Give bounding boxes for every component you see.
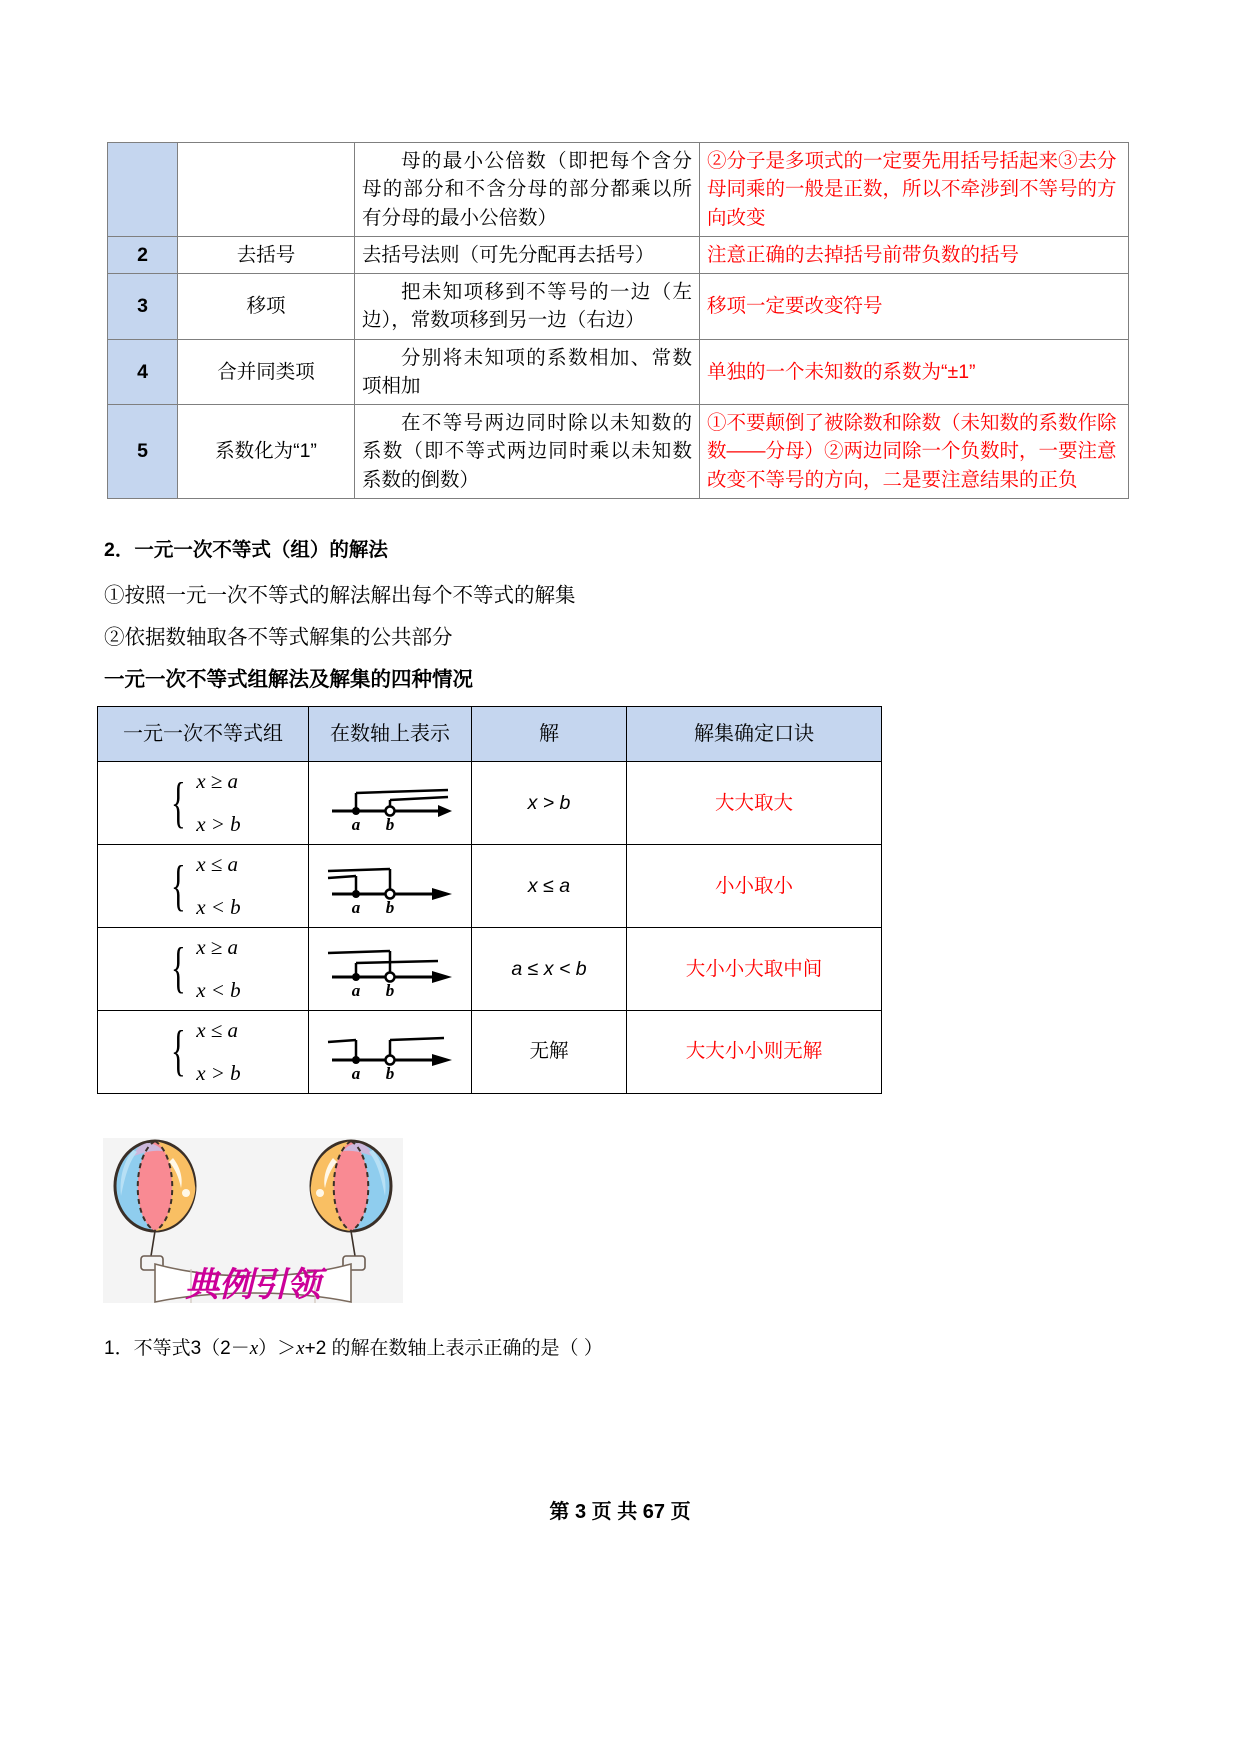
col-header-system: 一元一次不等式组 [98, 707, 309, 762]
step-note: 注意正确的去掉括号前带负数的括号 [700, 236, 1129, 273]
inequality-pair [194, 1015, 241, 1089]
table-header-row [98, 707, 882, 762]
number-line-case-4-icon [326, 1022, 454, 1082]
solution-cell: a ≤ x < b [472, 927, 627, 1010]
left-brace-icon: { [171, 771, 187, 834]
svg-text:b: b [385, 980, 395, 999]
question-middle: ）＞ [258, 1338, 297, 1359]
question-prefix: 1．不等式3（2－ [104, 1338, 250, 1359]
system-cell [98, 1010, 309, 1093]
step-note: 移项一定要改变符号 [700, 274, 1129, 340]
inequality-second: x < b [196, 895, 241, 920]
brace-group [165, 1015, 240, 1089]
table-row [98, 927, 882, 1010]
banner-title: 典例引领 [185, 1267, 321, 1303]
step-index: 3 [108, 274, 178, 340]
svg-text:a: a [351, 1063, 361, 1082]
step-note: ①不要颠倒了被除数和除数（未知数的系数作除数——分母）②两边同除一个负数时，一要注意改变不等号的方向，二是要注意结果的正负 [700, 405, 1129, 499]
svg-text:a: a [351, 814, 361, 833]
question-suffix: +2 的解在数轴上表示正确的是（ ） [304, 1338, 603, 1359]
solving-steps-table [107, 142, 1129, 499]
col-header-mnemonic: 解集确定口诀 [627, 707, 882, 762]
step-index: 5 [108, 405, 178, 499]
col-header-numberline: 在数轴上表示 [309, 707, 472, 762]
inequality-first: x ≤ a [196, 1017, 239, 1042]
inequality-first: x ≥ a [196, 934, 239, 959]
svg-text:b: b [385, 814, 395, 833]
table-row [108, 339, 1129, 405]
solution-cell: 无解 [472, 1010, 627, 1093]
step-name: 去括号 [178, 236, 355, 273]
step-name: 合并同类项 [178, 339, 355, 405]
table-row [98, 844, 882, 927]
solution-cell: x > b [472, 762, 627, 845]
svg-text:b: b [385, 1063, 395, 1082]
step-note: 单独的一个未知数的系数为“±1” [700, 339, 1129, 405]
step-index: 4 [108, 339, 178, 405]
brace-group [165, 849, 240, 923]
mnemonic-cell: 大大取大 [627, 762, 882, 845]
brace-group [165, 766, 240, 840]
step-desc: 把未知项移到不等号的一边（左边），常数项移到另一边（右边） [355, 274, 700, 340]
left-brace-icon: { [171, 937, 187, 1000]
left-brace-icon: { [171, 854, 187, 917]
section2-point-1: ①按照一元一次不等式的解法解出每个不等式的解集 [104, 584, 576, 607]
svg-text:a: a [351, 897, 361, 916]
step-index [108, 143, 178, 237]
step-desc: 在不等号两边同时除以未知数的系数（即不等式两边同时乘以未知数系数的倒数） [355, 405, 700, 499]
inequality-systems-table [97, 706, 882, 1094]
inequality-first: x ≥ a [196, 769, 239, 793]
balloon-banner-icon [103, 1138, 403, 1303]
svg-text:b: b [385, 897, 395, 916]
table-row [108, 143, 1129, 237]
brace-group [165, 932, 240, 1006]
question-1 [104, 1333, 603, 1360]
mnemonic-cell: 大小小大取中间 [627, 927, 882, 1010]
left-brace-icon: { [171, 1020, 187, 1083]
step-name: 移项 [178, 274, 355, 340]
numberline-cell [309, 844, 472, 927]
step-index: 2 [108, 236, 178, 273]
step-name [178, 143, 355, 237]
inequality-second: x < b [196, 978, 241, 1003]
system-cell [98, 844, 309, 927]
step-desc: 去括号法则（可先分配再去括号） [355, 236, 700, 273]
balloon-banner-image [103, 1138, 403, 1303]
section2-subheading: 一元一次不等式组解法及解集的四种情况 [104, 668, 473, 691]
question-var-2: x [296, 1338, 305, 1359]
numberline-cell [309, 927, 472, 1010]
table-row [108, 405, 1129, 499]
inequality-second: x > b [196, 1061, 241, 1086]
number-line-case-1-icon [326, 773, 454, 833]
number-line-case-2-icon [326, 856, 454, 916]
question-var-1: x [249, 1338, 259, 1359]
inequality-second: x > b [196, 812, 241, 837]
page-footer: 第 3 页 共 67 页 [549, 1501, 691, 1523]
step-desc: 分别将未知项的系数相加、常数项相加 [355, 339, 700, 405]
step-name: 系数化为“1” [178, 405, 355, 499]
table-row [98, 762, 882, 845]
step-note: ②分子是多项式的一定要先用括号括起来③去分母同乘的一般是正数，所以不牵涉到不等号的方向改变 [700, 143, 1129, 237]
number-line-case-3-icon [326, 939, 454, 999]
col-header-solution: 解 [472, 707, 627, 762]
inequality-pair [194, 932, 241, 1006]
numberline-cell [309, 1010, 472, 1093]
system-cell [98, 927, 309, 1010]
mnemonic-cell: 大大小小则无解 [627, 1010, 882, 1093]
table-row [108, 236, 1129, 273]
section2-heading: 2．一元一次不等式（组）的解法 [104, 539, 388, 561]
section2-point-2: ②依据数轴取各不等式解集的公共部分 [104, 626, 453, 649]
solution-cell: x ≤ a [472, 844, 627, 927]
inequality-pair [194, 766, 241, 840]
table-row [98, 1010, 882, 1093]
mnemonic-cell: 小小取小 [627, 844, 882, 927]
table-row [108, 274, 1129, 340]
numberline-cell [309, 762, 472, 845]
inequality-first: x ≤ a [196, 851, 239, 876]
inequality-pair [194, 849, 241, 923]
step-desc: 母的最小公倍数（即把每个含分母的部分和不含分母的部分都乘以所有分母的最小公倍数） [355, 143, 700, 237]
system-cell [98, 762, 309, 845]
svg-text:a: a [351, 980, 361, 999]
